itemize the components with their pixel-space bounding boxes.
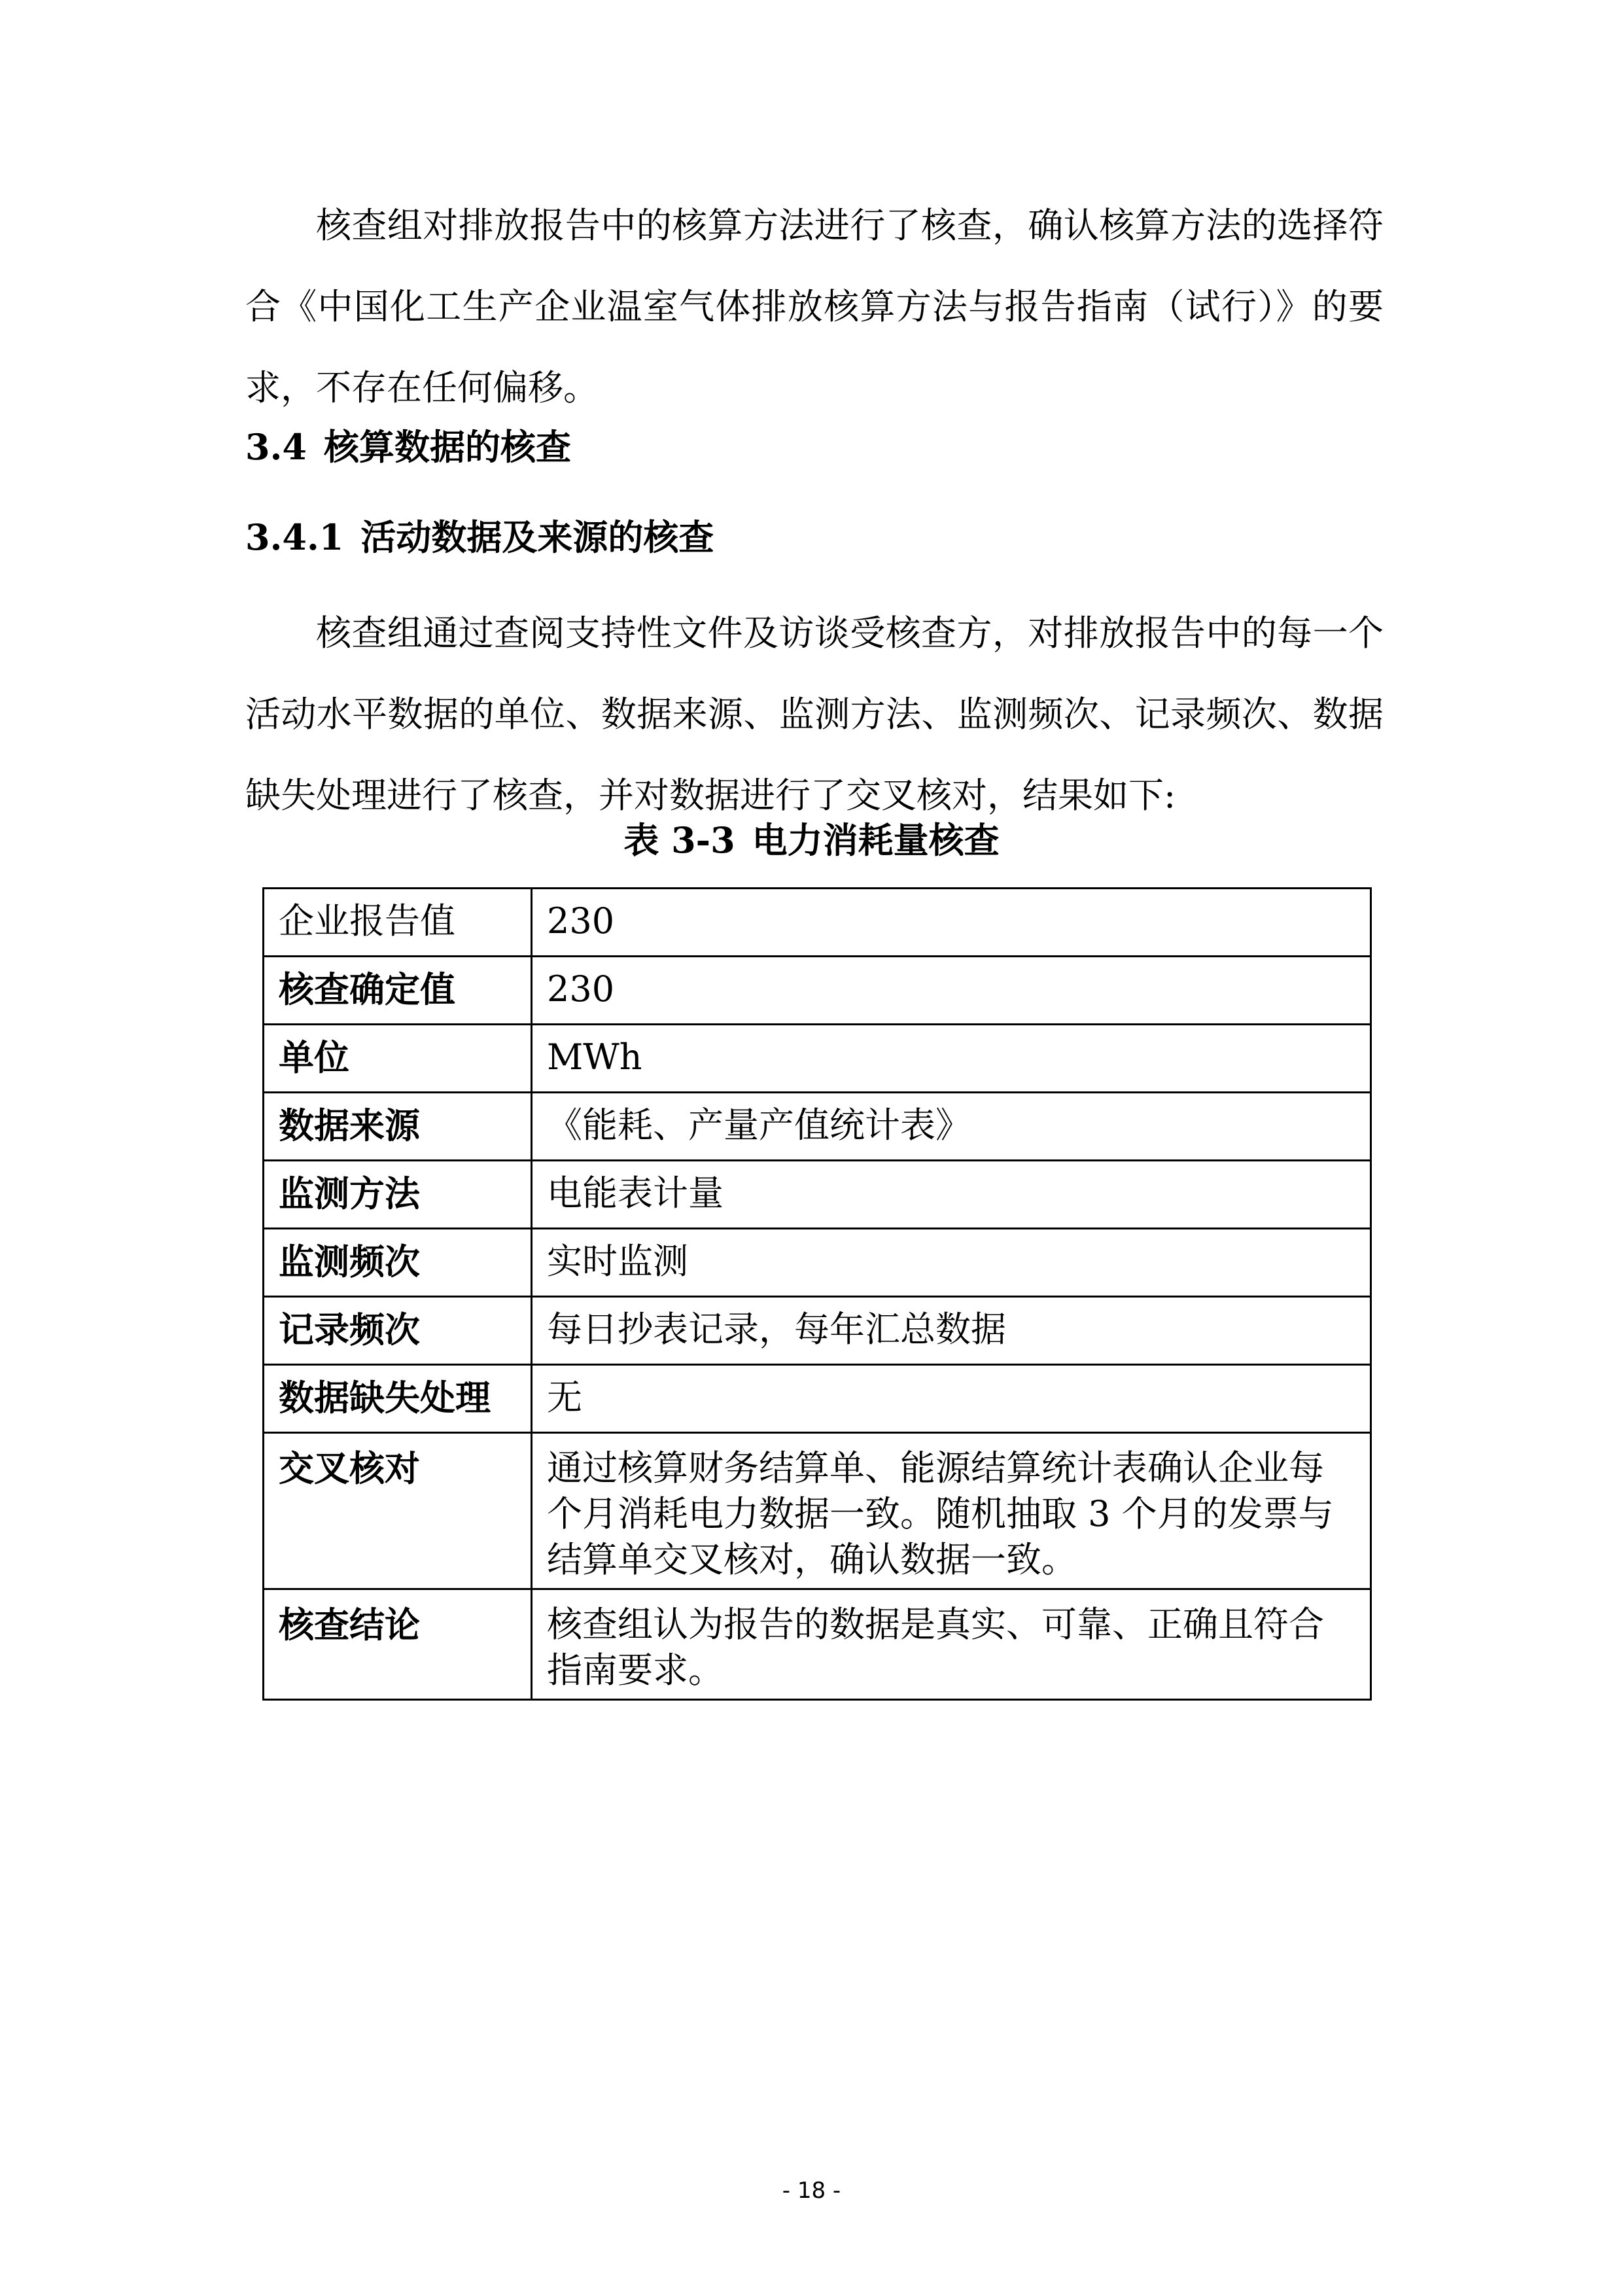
row-value: 电能表计量 (532, 1161, 1371, 1229)
row-value: 每日抄表记录，每年汇总数据 (532, 1297, 1371, 1365)
row-label: 核查结论 (264, 1589, 532, 1700)
table-row (264, 1025, 1371, 1093)
table-row (264, 1433, 1371, 1589)
row-value: 230 (532, 957, 1371, 1025)
row-label: 交叉核对 (264, 1433, 532, 1589)
table-caption-number: 表 3-3 (623, 819, 735, 861)
row-label: 核查确定值 (264, 957, 532, 1025)
table-caption (0, 817, 1623, 863)
section-heading-3-4-1 (245, 514, 714, 560)
row-value: 通过核算财务结算单、能源结算统计表确认企业每个月消耗电力数据一致。随机抽取 3 个月的发票与结算单交叉核对，确认数据一致。 (532, 1433, 1371, 1589)
row-value: 无 (532, 1365, 1371, 1433)
section-title: 活动数据及来源的核查 (360, 516, 714, 558)
table-row (264, 1365, 1371, 1433)
table-row (264, 1229, 1371, 1297)
page-number: - 18 - (782, 2178, 841, 2204)
table-caption-title: 电力消耗量核查 (752, 819, 1000, 861)
row-label: 监测方法 (264, 1161, 532, 1229)
row-label: 企业报告值 (264, 889, 532, 957)
section-number: 3.4.1 (245, 516, 344, 558)
row-value: 核查组认为报告的数据是真实、可靠、正确且符合指南要求。 (532, 1589, 1371, 1700)
table-row (264, 1093, 1371, 1161)
electricity-consumption-table (262, 887, 1372, 1701)
row-label: 单位 (264, 1025, 532, 1093)
row-value: 实时监测 (532, 1229, 1371, 1297)
section-title: 核算数据的核查 (323, 426, 571, 468)
section-heading-3-4 (245, 424, 571, 470)
table-row (264, 889, 1371, 957)
section-number: 3.4 (245, 426, 307, 468)
table-row (264, 1589, 1371, 1700)
row-value: 230 (532, 889, 1371, 957)
row-label: 数据来源 (264, 1093, 532, 1161)
table-row (264, 1297, 1371, 1365)
table-row (264, 1161, 1371, 1229)
row-label: 数据缺失处理 (264, 1365, 532, 1433)
row-value: 《能耗、产量产值统计表》 (532, 1093, 1371, 1161)
row-label: 监测频次 (264, 1229, 532, 1297)
paragraph-activity-data: 核查组通过查阅支持性文件及访谈受核查方，对排放报告中的每一个活动水平数据的单位、数据来源、监测方法、监测频次、记录频次、数据缺失处理进行了核查，并对数据进行了交叉核对，结果如下: (245, 612, 1384, 816)
row-value: MWh (532, 1025, 1371, 1093)
paragraph-method-check: 核查组对排放报告中的核算方法进行了核查，确认核算方法的选择符合《中国化工生产企业温室气体排放核算方法与报告指南（试行）》的要求，不存在任何偏移。 (245, 205, 1384, 408)
row-label: 记录频次 (264, 1297, 532, 1365)
table-row (264, 957, 1371, 1025)
